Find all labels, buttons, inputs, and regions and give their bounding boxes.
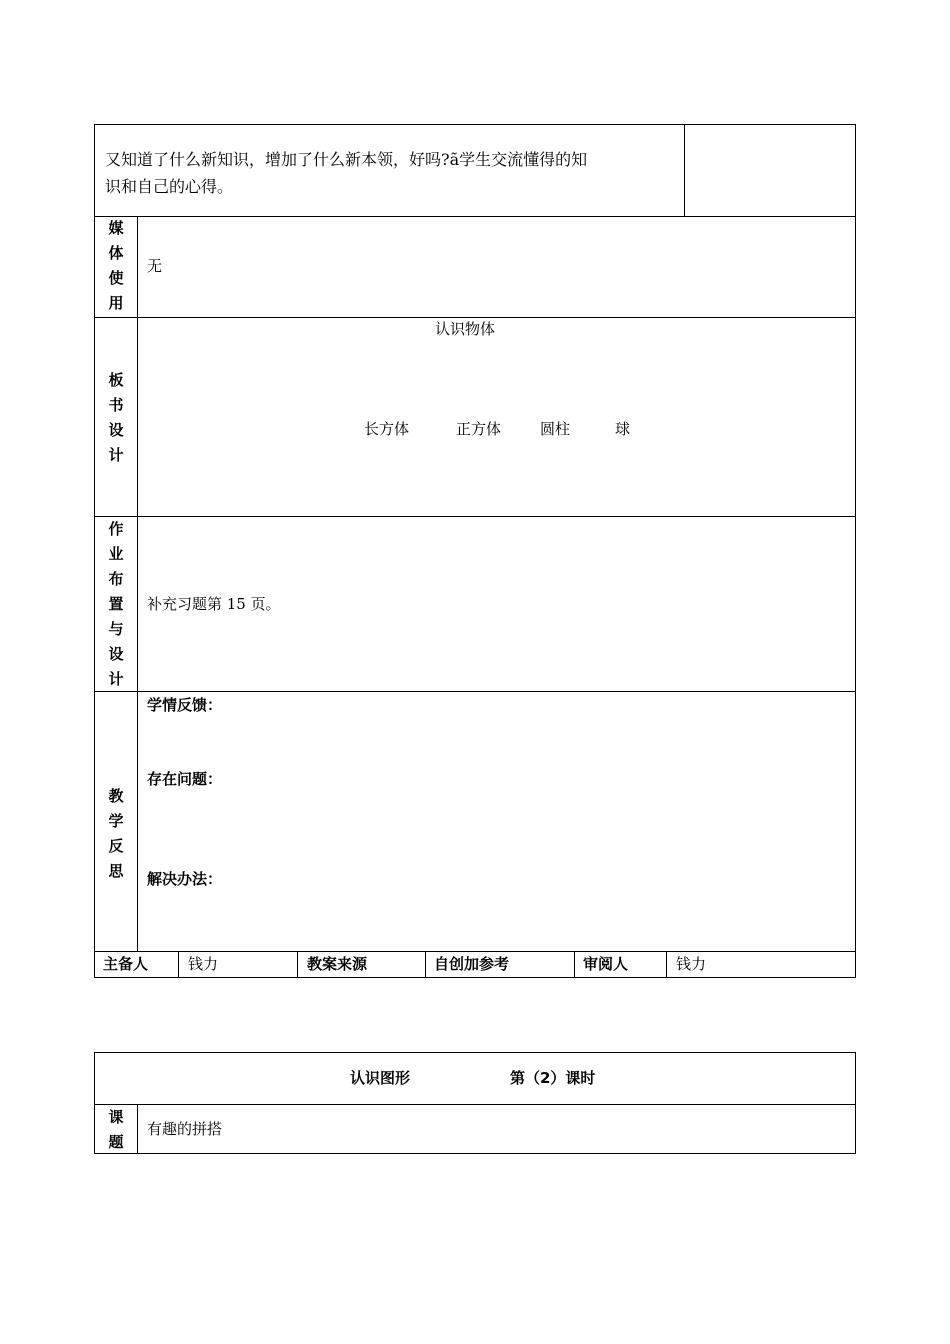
media-value: 无 <box>147 257 163 275</box>
table-border <box>94 124 856 125</box>
table-border <box>855 1052 856 1154</box>
board-title: 认识物体 <box>435 320 496 338</box>
preparer-value: 钱力 <box>188 955 219 973</box>
board-item: 圆柱 <box>540 420 571 438</box>
table-border <box>178 951 179 977</box>
table-border <box>137 1104 138 1153</box>
source-value: 自创加参考 <box>434 955 510 973</box>
table-border <box>574 951 575 977</box>
table-border <box>684 124 685 216</box>
table-border <box>94 1104 856 1105</box>
table-border <box>94 516 856 517</box>
table-border <box>94 977 856 978</box>
intro-line: 又知道了什么新知识，增加了什么新本领，好吗?ã学生交流懂得的知 <box>105 150 588 169</box>
table-border <box>94 216 856 217</box>
preparer-label: 主备人 <box>103 955 149 973</box>
intro-line: 识和自己的心得。 <box>105 177 234 196</box>
reflection-label: 教 学 反 思 <box>108 787 124 880</box>
table-border <box>94 1153 856 1154</box>
table-border <box>855 124 856 978</box>
table-border <box>94 1052 856 1053</box>
table-border <box>666 951 667 977</box>
feedback-label: 学情反馈： <box>147 696 223 714</box>
homework-label: 作 业 布 置 与 设 计 <box>108 520 124 688</box>
table-border <box>94 317 856 318</box>
table-border <box>94 951 856 952</box>
table-border <box>425 951 426 977</box>
board-item: 正方体 <box>456 420 502 438</box>
table-border <box>297 951 298 977</box>
homework-value: 补充习题第 15 页。 <box>147 595 281 613</box>
media-label: 媒 体 使 用 <box>108 219 124 312</box>
table-border <box>94 691 856 692</box>
board-item: 长方体 <box>364 420 410 438</box>
topic-label: 课 题 <box>108 1108 124 1151</box>
intro-paragraph <box>105 146 680 200</box>
lesson-number: 第（2）课时 <box>510 1069 596 1087</box>
reviewer-label: 审阅人 <box>583 955 629 973</box>
board-item: 球 <box>615 420 631 438</box>
problems-label: 存在问题： <box>147 770 223 788</box>
topic-value: 有趣的拼搭 <box>147 1120 223 1138</box>
source-label: 教案来源 <box>307 955 368 973</box>
table-border <box>137 216 138 951</box>
board-design-label: 板 书 设 计 <box>108 371 124 464</box>
reviewer-value: 钱力 <box>676 955 707 973</box>
solution-label: 解决办法： <box>147 870 223 888</box>
unit-title: 认识图形 <box>350 1069 411 1087</box>
